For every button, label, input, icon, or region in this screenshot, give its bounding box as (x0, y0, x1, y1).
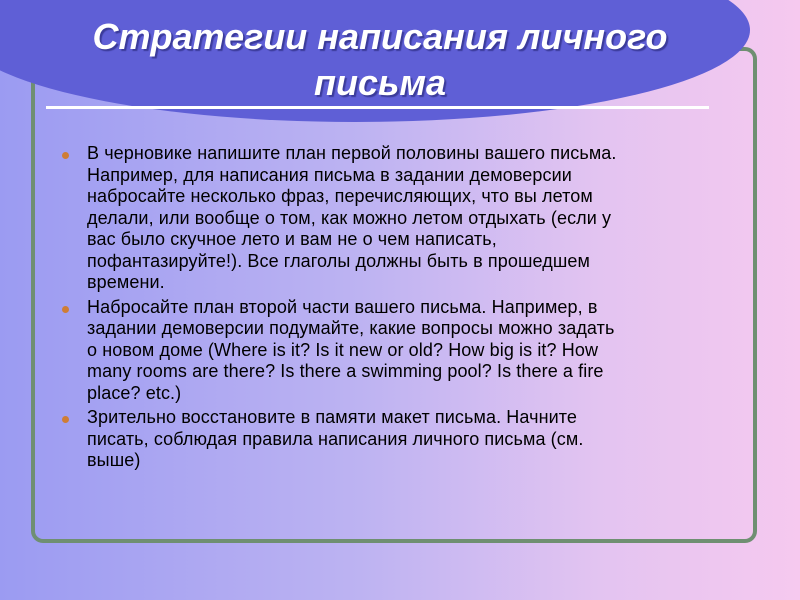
bullet-line: задании демоверсии подумайте, какие вопросы можно задать (87, 318, 615, 338)
bullet-line: выше) (87, 450, 141, 470)
bullet-item (62, 297, 742, 405)
bullet-text (87, 407, 742, 472)
orange-dot-icon (62, 306, 69, 313)
bullet-line: many rooms are there? Is there a swimming pool? Is there a fire (87, 361, 604, 381)
bullet-line: времени. (87, 272, 165, 292)
title-underline (46, 106, 709, 109)
bullet-line: Например, для написания письма в задании демоверсии (87, 164, 572, 185)
bullet-line: Зрительно восстановите в памяти макет письма. Начните (87, 407, 578, 427)
bullet-line: писать, соблюдая правила написания личного письма (см. (87, 428, 584, 449)
bullet-line: пофантазируйте!). Все глаголы должны быть в прошедшем (87, 250, 590, 271)
bullet-list (62, 143, 742, 475)
bullet-item (62, 407, 742, 472)
slide-title-line: Стратегии написания личного (92, 16, 668, 57)
orange-dot-icon (62, 152, 69, 159)
bullet-line: набросайте несколько фраз, перечисляющих, что вы летом (87, 186, 593, 206)
bullet-line: делали, или вообще о том, как можно летом отдыхать (если у (87, 207, 612, 228)
bullet-line: В черновике напишите план первой половины вашего письма. (87, 143, 617, 163)
orange-dot-icon (62, 416, 69, 423)
bullet-line: о новом доме (Where is it? Is it new or old? How big is it? How (87, 339, 599, 360)
slide-title-line: письма (313, 62, 447, 103)
bullet-text (87, 143, 742, 294)
bullet-line: Набросайте план второй части вашего письма. Например, в (87, 296, 598, 317)
bullet-line: place? etc.) (87, 382, 182, 403)
slide-title (0, 14, 760, 106)
bullet-text (87, 297, 742, 405)
bullet-item (62, 143, 742, 294)
bullet-line: вас было скучное лето и вам не о чем написать, (87, 229, 497, 249)
